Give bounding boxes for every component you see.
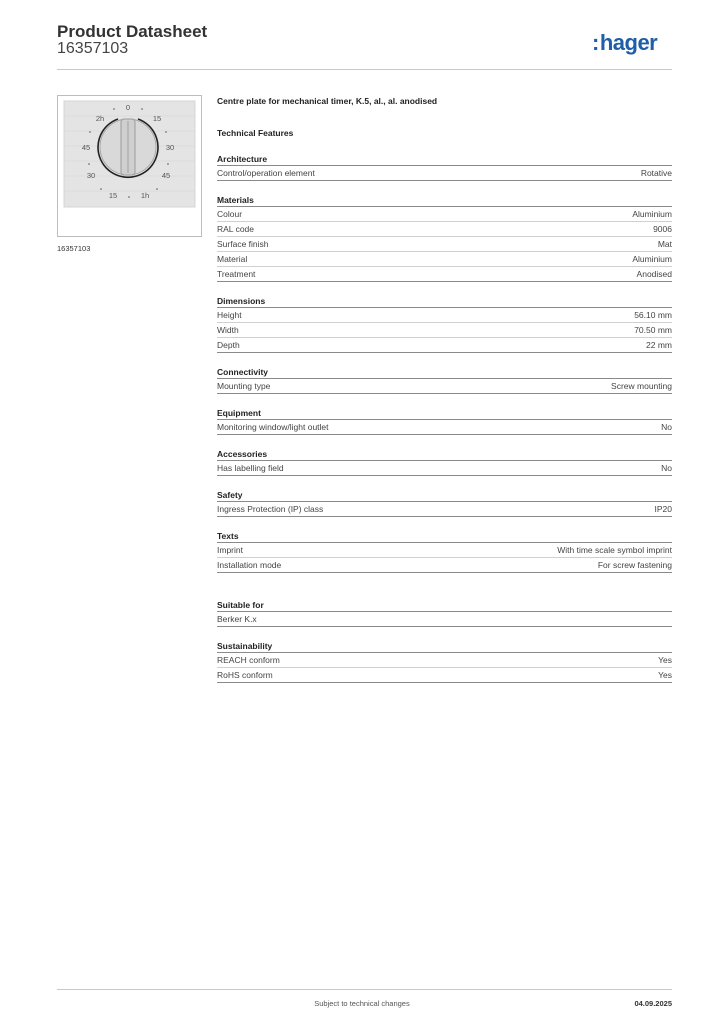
dial-label: 45 — [81, 143, 91, 152]
spec-label: RAL code — [217, 224, 255, 234]
spec-value: Anodised — [636, 269, 672, 279]
section-title: Sustainability — [217, 640, 672, 653]
spec-row — [217, 252, 672, 267]
product-description: Centre plate for mechanical timer, K.5, al., al. anodised — [217, 96, 438, 106]
spec-value: 9006 — [653, 224, 672, 234]
spec-row — [217, 166, 672, 181]
section-title: Suitable for — [217, 599, 672, 612]
dial-label: 30 — [86, 171, 96, 180]
spec-value: Screw mounting — [611, 381, 672, 391]
section-title: Equipment — [217, 407, 672, 420]
header-divider — [57, 69, 672, 70]
spec-value: For screw fastening — [597, 560, 672, 570]
product-image — [57, 95, 202, 237]
spec-value: Yes — [658, 655, 672, 665]
spec-value: With time scale symbol imprint — [557, 545, 672, 555]
spec-value: 56.10 mm — [634, 310, 672, 320]
dial-label: 15 — [152, 114, 162, 123]
spec-label: Control/operation element — [217, 168, 315, 178]
spec-label: REACH conform — [217, 655, 280, 665]
page-title: Product Datasheet — [57, 22, 208, 41]
spec-section — [217, 448, 672, 476]
spec-row — [217, 267, 672, 282]
spec-row — [217, 612, 672, 627]
spec-row — [217, 207, 672, 222]
footer-date: 04.09.2025 — [634, 999, 672, 1008]
spec-label: Monitoring window/light outlet — [217, 422, 329, 432]
spec-label: Width — [217, 325, 239, 335]
spec-value: Rotative — [640, 168, 672, 178]
spec-label: Mounting type — [217, 381, 271, 391]
spec-row — [217, 323, 672, 338]
footer-divider — [57, 989, 672, 990]
spec-value: 70.50 mm — [634, 325, 672, 335]
logo-text: hager — [599, 30, 658, 55]
spec-row — [217, 338, 672, 353]
spec-section — [217, 153, 672, 181]
spec-label: Treatment — [217, 269, 256, 279]
technical-features-heading: Technical Features — [217, 128, 294, 138]
spec-label: Height — [217, 310, 242, 320]
spec-row — [217, 420, 672, 435]
spec-row — [217, 543, 672, 558]
section-title: Materials — [217, 194, 672, 207]
spec-row — [217, 558, 672, 573]
spec-sections — [217, 153, 672, 683]
spec-row — [217, 308, 672, 323]
spec-section — [217, 295, 672, 353]
spec-section — [217, 366, 672, 394]
spec-section — [217, 640, 672, 683]
spec-label: Depth — [217, 340, 240, 350]
spec-value: No — [661, 422, 672, 432]
spec-label: Material — [217, 254, 248, 264]
spec-label: Installation mode — [217, 560, 282, 570]
spec-section — [217, 407, 672, 435]
spec-label: Berker K.x — [217, 614, 257, 624]
product-code: 16357103 — [57, 40, 129, 57]
timer-plate-illustration — [58, 96, 201, 236]
dial-label: 0 — [125, 103, 131, 112]
spec-label: RoHS conform — [217, 670, 273, 680]
section-title: Safety — [217, 489, 672, 502]
dial-label: 1h — [140, 191, 150, 200]
dial-label: 30 — [165, 143, 175, 152]
section-title: Connectivity — [217, 366, 672, 379]
spec-value: Aluminium — [632, 209, 672, 219]
spec-section — [217, 489, 672, 517]
spec-section — [217, 530, 672, 573]
spec-row — [217, 653, 672, 668]
section-title: Accessories — [217, 448, 672, 461]
spec-row — [217, 502, 672, 517]
spec-value: Aluminium — [632, 254, 672, 264]
image-caption: 16357103 — [57, 244, 91, 253]
spec-label: Imprint — [217, 545, 243, 555]
spec-label: Has labelling field — [217, 463, 284, 473]
datasheet-content — [217, 96, 672, 683]
spec-value: No — [661, 463, 672, 473]
spec-value: IP20 — [654, 504, 672, 514]
spec-label: Colour — [217, 209, 243, 219]
spec-value: Yes — [658, 670, 672, 680]
spec-value: Mat — [657, 239, 672, 249]
spec-row — [217, 668, 672, 683]
spec-row — [217, 237, 672, 252]
section-title: Architecture — [217, 153, 672, 166]
hager-logo: :hager — [592, 30, 658, 55]
section-title: Dimensions — [217, 295, 672, 308]
spec-value: 22 mm — [646, 340, 672, 350]
spec-label: Surface finish — [217, 239, 269, 249]
dial-label: 45 — [161, 171, 171, 180]
spec-section — [217, 599, 672, 627]
section-title: Texts — [217, 530, 672, 543]
spec-row — [217, 222, 672, 237]
dial-label: 2h — [95, 114, 105, 123]
dial-label: 15 — [108, 191, 118, 200]
spec-section — [217, 194, 672, 282]
footer-note: Subject to technical changes — [314, 999, 410, 1008]
spec-label: Ingress Protection (IP) class — [217, 504, 324, 514]
spec-row — [217, 379, 672, 394]
spec-row — [217, 461, 672, 476]
